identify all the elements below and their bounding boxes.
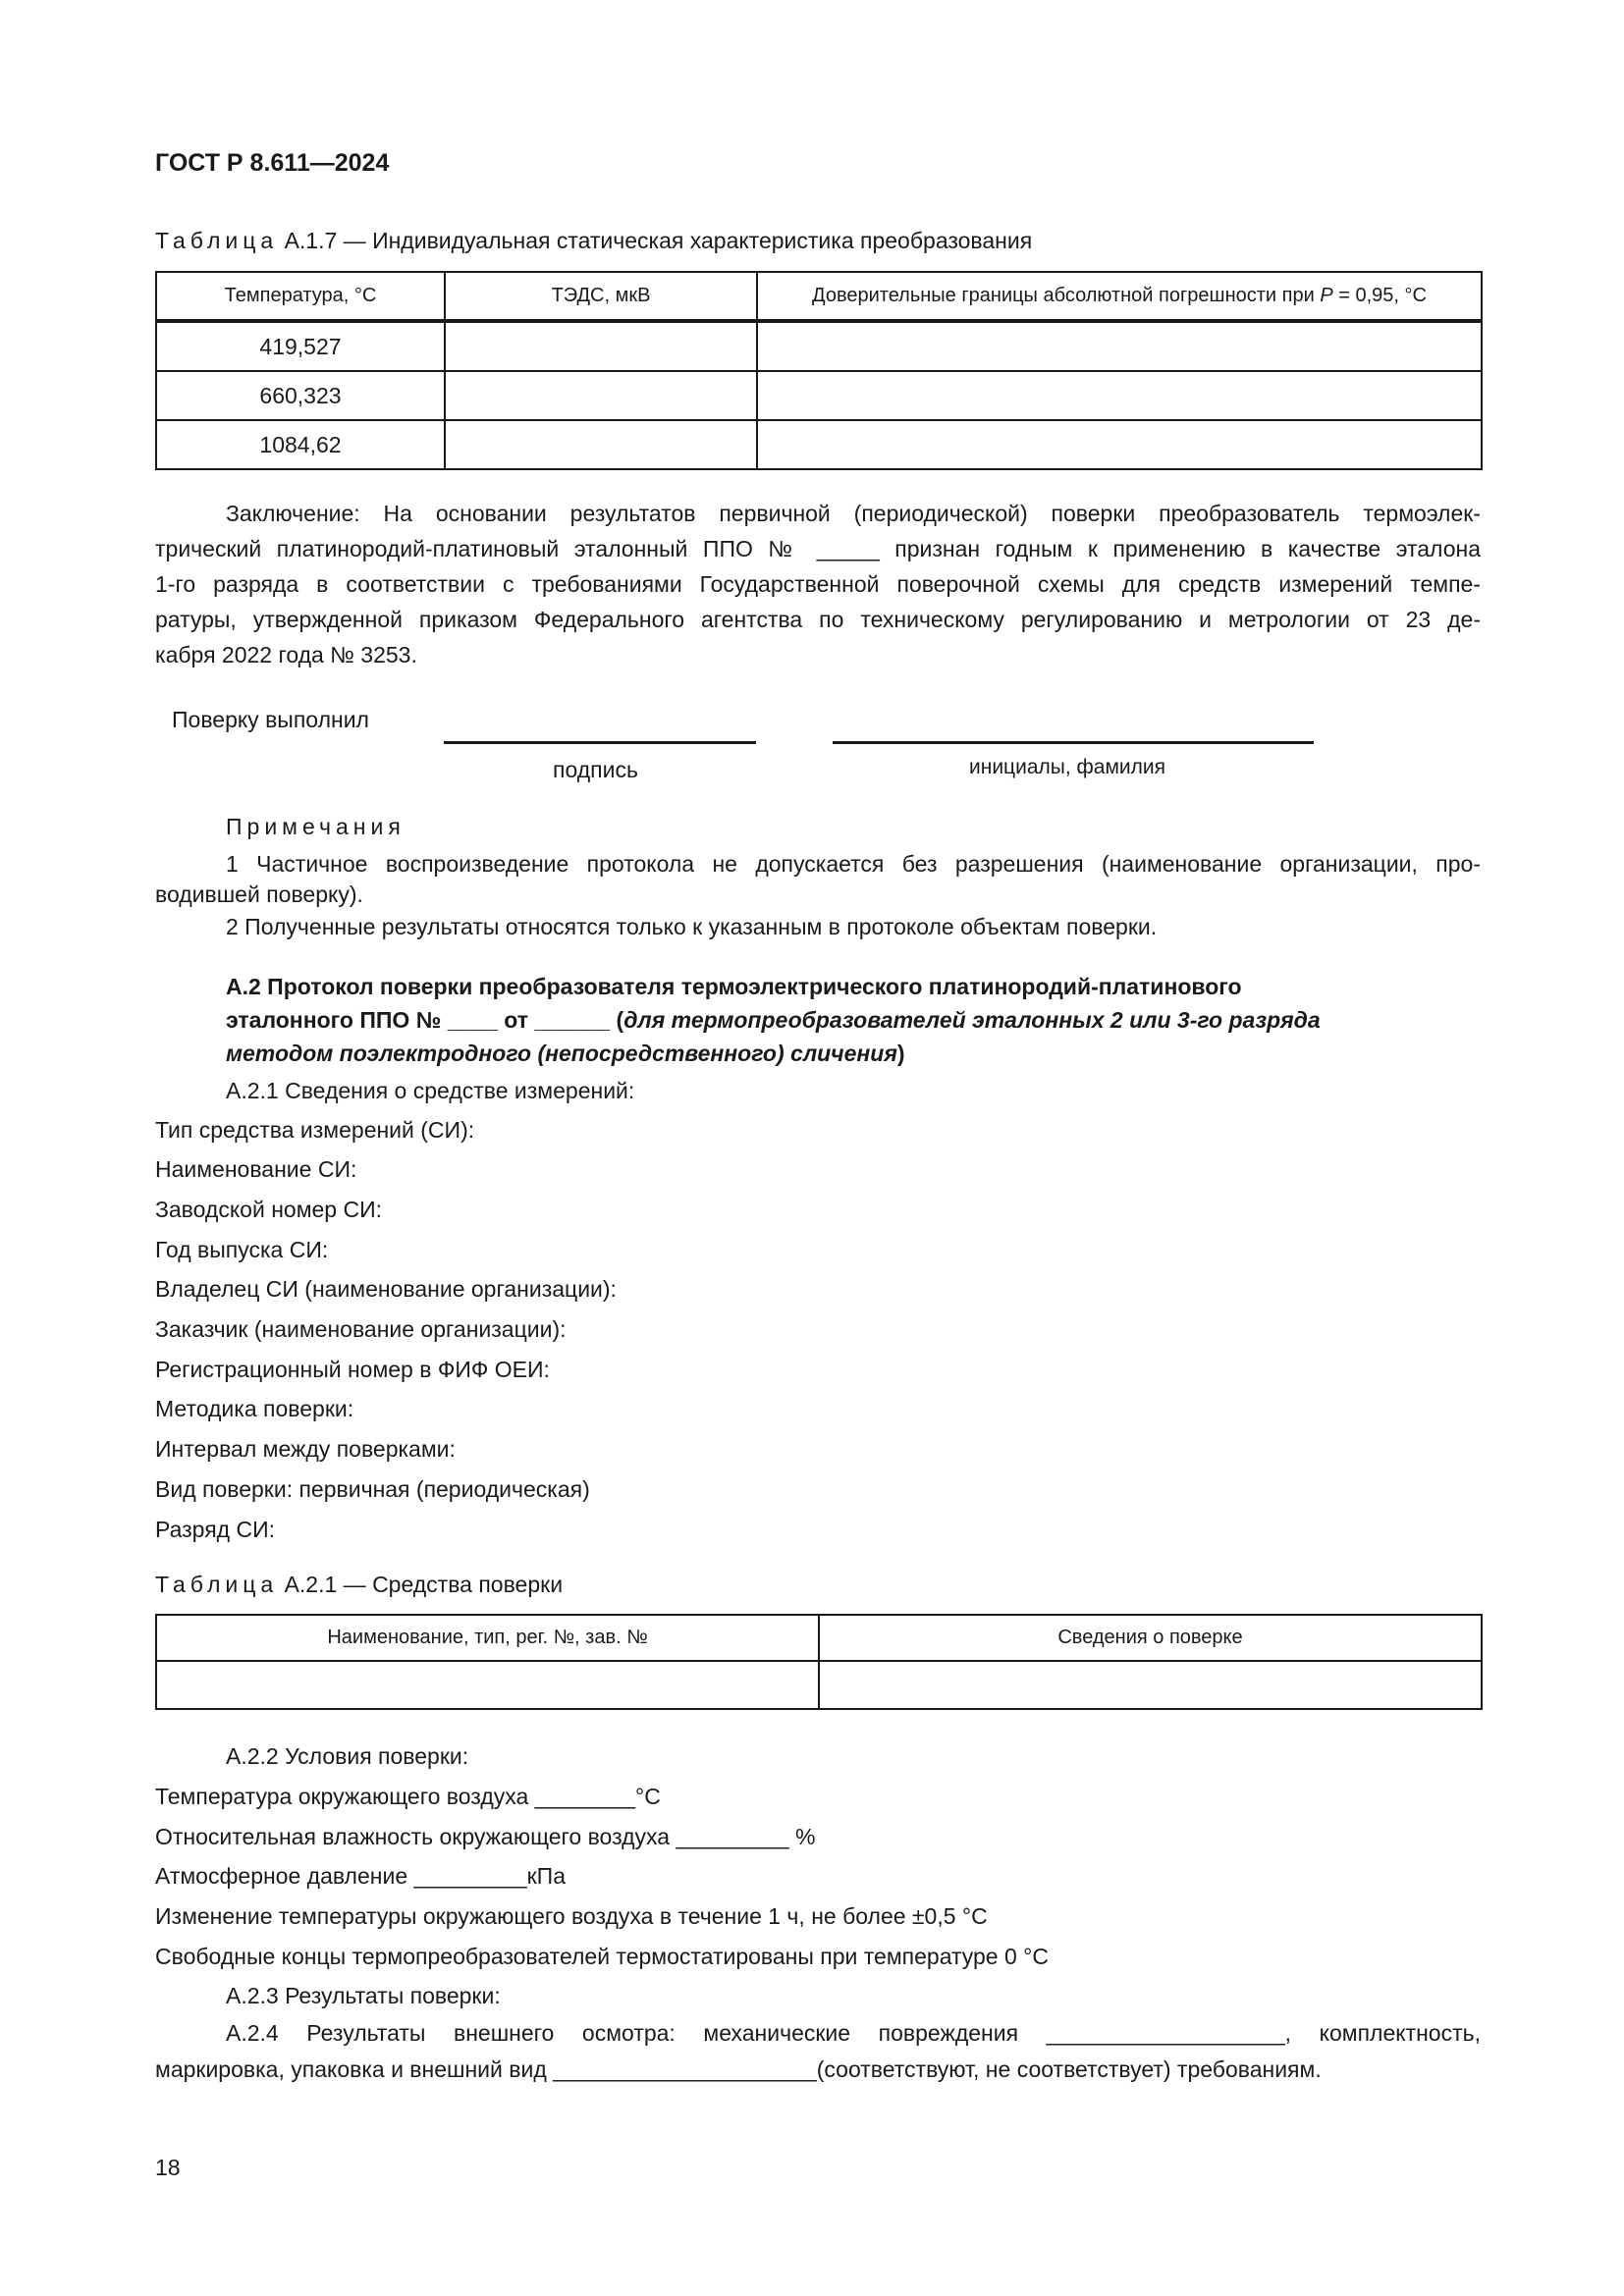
a24-line-1: А.2.4 Результаты внешнего осмотра: механические повреждения ___________________, комплектность, <box>226 2020 1481 2046</box>
section-a2-line-3-end: ) <box>896 1041 905 1066</box>
conclusion-line-5: кабря 2022 года № 3253. <box>155 642 417 667</box>
table-a17-caption-label: Таблица <box>155 228 279 253</box>
cell-temperature: 660,323 <box>156 371 445 420</box>
conclusion-line-2: трический платинородий-платиновый эталонный ППО № _____ признан годным к применению в качестве эталона <box>155 536 1481 561</box>
signature-line <box>444 741 756 744</box>
header-temperature: Температура, °C <box>156 272 445 321</box>
table-a17 <box>155 271 1483 470</box>
field-verification-type: Вид поверки: первичная (периодическая) <box>155 1476 590 1502</box>
cell-limits <box>757 420 1482 469</box>
page-number: 18 <box>155 2155 181 2180</box>
table-header-row <box>156 1615 1482 1661</box>
condition-free-ends: Свободные концы термопреобразователей термостатированы при температуре 0 °C <box>155 1944 1049 1969</box>
cell-tedc <box>445 420 757 469</box>
table-a17-caption-text: А.1.7 — Индивидуальная статическая характеристика преобразования <box>284 228 1033 253</box>
field-year: Год выпуска СИ: <box>155 1237 329 1262</box>
section-a2-line-3 <box>226 1037 1483 1070</box>
table-a21 <box>155 1614 1483 1710</box>
section-a2-line-2-italic: для термопреобразователей эталонных 2 или 3-го разряда <box>623 1007 1321 1033</box>
cell-verification-info <box>819 1661 1482 1709</box>
name-line <box>833 741 1314 744</box>
cell-instrument <box>156 1661 819 1709</box>
notes-title: Примечания <box>226 814 406 839</box>
conclusion-line-3: 1-го разряда в соответствии с требованиями Государственной поверочной схемы для средств измерений темпе- <box>155 571 1481 597</box>
field-owner: Владелец СИ (наименование организации): <box>155 1276 617 1302</box>
header-confidence-limits <box>757 272 1482 321</box>
header-confidence-text: Доверительные границы абсолютной погрешности при <box>812 285 1315 306</box>
table-row <box>156 1661 1482 1709</box>
field-si-name: Наименование СИ: <box>155 1156 357 1182</box>
section-a2-line-3-italic: методом поэлектродного (непосредственного) сличения <box>226 1041 897 1066</box>
table-a21-caption-label: Таблица <box>155 1572 279 1597</box>
section-a2-line-2 <box>226 1003 1483 1037</box>
header-tedc: ТЭДС, мкВ <box>445 272 757 321</box>
table-row <box>156 371 1482 420</box>
a21-title: А.2.1 Сведения о средстве измерений: <box>226 1078 635 1103</box>
conclusion-line-1: Заключение: На основании результатов первичной (периодической) поверки преобразователь термоэлек- <box>226 501 1481 526</box>
cell-tedc <box>445 321 757 371</box>
field-registration-number: Регистрационный номер в ФИФ ОЕИ: <box>155 1357 550 1382</box>
a23-title: А.2.3 Результаты поверки: <box>226 1983 501 2008</box>
section-a2-heading <box>226 970 1483 1070</box>
note-1-line-2: водившей поверку). <box>155 881 363 907</box>
condition-temperature-change: Изменение температуры окружающего воздуха в течение 1 ч, не более ±0,5 °C <box>155 1903 988 1929</box>
header-verification-info: Сведения о поверке <box>819 1615 1482 1661</box>
table-row <box>156 420 1482 469</box>
table-a21-caption-text: А.2.1 — Средства поверки <box>284 1572 564 1597</box>
a24-line-2: маркировка, упаковка и внешний вид _____________________(соответствуют, не соответствует) требованиям. <box>155 2056 1322 2082</box>
field-method: Методика поверки: <box>155 1396 354 1421</box>
header-confidence-value: = 0,95, °C <box>1338 285 1427 306</box>
note-1-line-1: 1 Частичное воспроизведение протокола не допускается без разрешения (наименование организации, про- <box>226 851 1481 877</box>
cell-limits <box>757 371 1482 420</box>
signature-caption: подпись <box>553 757 638 782</box>
field-si-class: Разряд СИ: <box>155 1517 275 1542</box>
table-a17-caption <box>155 228 1032 254</box>
cell-temperature: 1084,62 <box>156 420 445 469</box>
section-a2-line-1: А.2 Протокол поверки преобразователя термоэлектрического платинородий-платинового <box>226 974 1242 999</box>
conclusion-line-4: ратуры, утвержденной приказом Федерального агентства по техническому регулированию и метрологии от 23 де- <box>155 607 1481 632</box>
field-serial-number: Заводской номер СИ: <box>155 1197 383 1222</box>
document-code: ГОСТ Р 8.611—2024 <box>155 149 390 177</box>
field-customer: Заказчик (наименование организации): <box>155 1316 567 1342</box>
a22-title: А.2.2 Условия поверки: <box>226 1743 469 1769</box>
condition-humidity: Относительная влажность окружающего воздуха _________ % <box>155 1824 816 1849</box>
cell-tedc <box>445 371 757 420</box>
field-si-type: Тип средства измерений (СИ): <box>155 1117 475 1143</box>
header-instrument: Наименование, тип, рег. №, зав. № <box>156 1615 819 1661</box>
table-row <box>156 321 1482 371</box>
field-interval: Интервал между поверками: <box>155 1436 456 1462</box>
name-caption: инициалы, фамилия <box>969 756 1165 778</box>
header-confidence-p: P <box>1320 285 1333 306</box>
note-2: 2 Полученные результаты относятся только к указанным в протоколе объектам поверки. <box>226 914 1158 939</box>
condition-temperature: Температура окружающего воздуха ________°C <box>155 1784 661 1809</box>
table-header-row <box>156 272 1482 321</box>
condition-pressure: Атмосферное давление _________кПа <box>155 1863 567 1889</box>
signature-label: Поверку выполнил <box>172 707 369 732</box>
section-a2-line-2-bold: эталонного ППО № ____ от ______ ( <box>226 1007 624 1033</box>
cell-temperature: 419,527 <box>156 321 445 371</box>
cell-limits <box>757 321 1482 371</box>
table-a21-caption <box>155 1572 563 1598</box>
